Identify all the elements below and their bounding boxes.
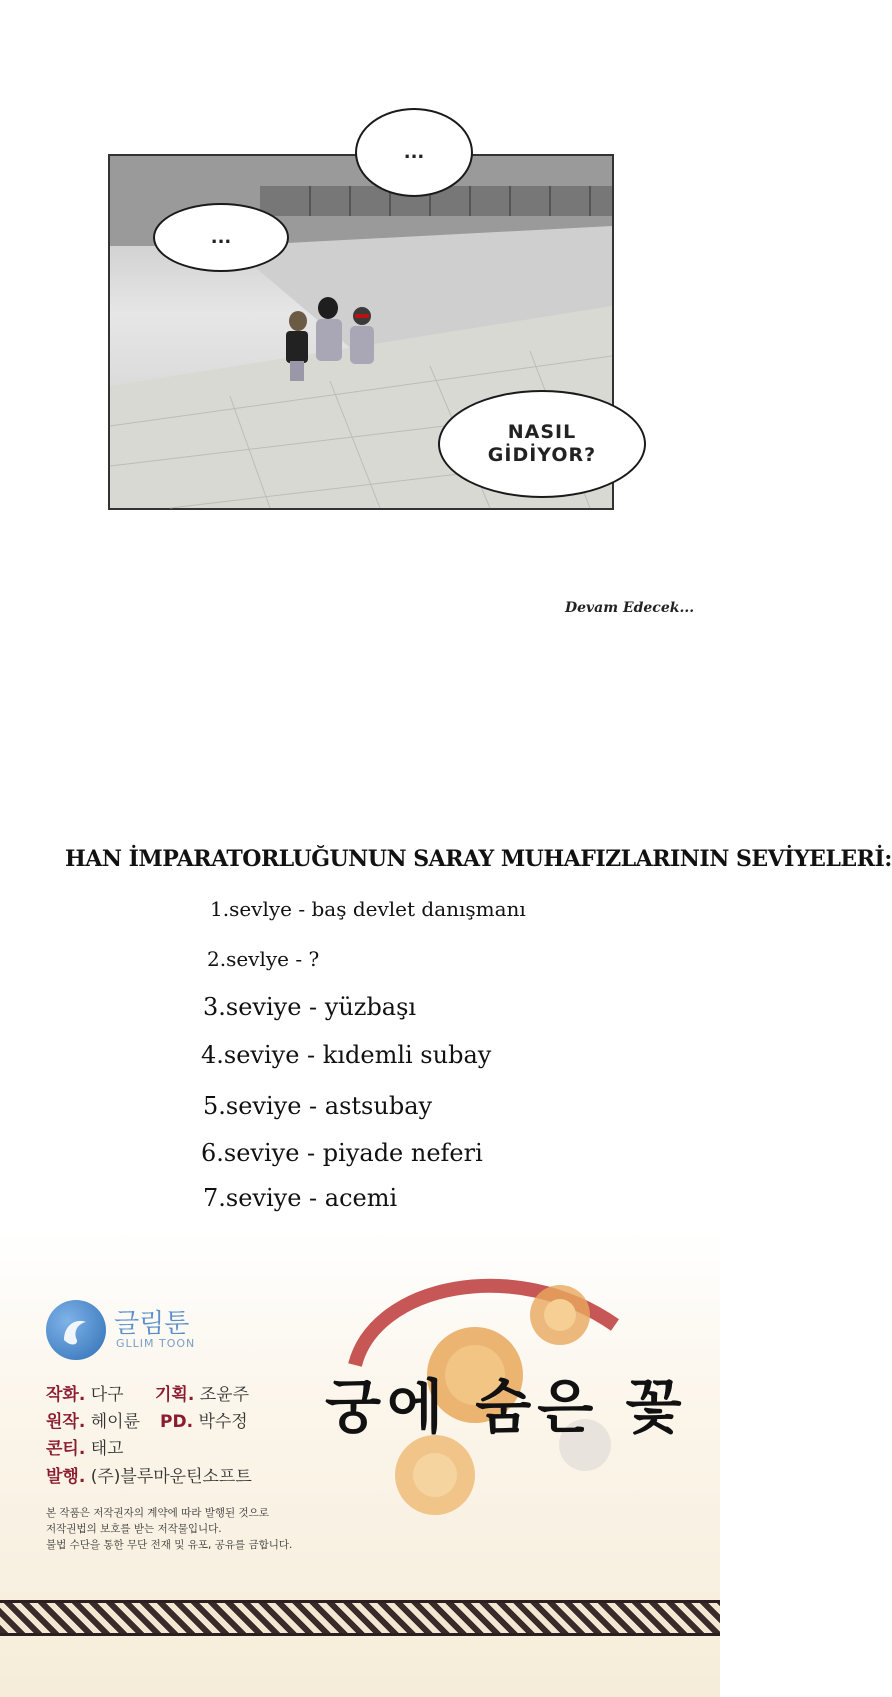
speech-bubble-top: [355, 108, 473, 197]
notice-line: 불법 수단을 통한 무단 전재 및 유포, 공유를 금합니다.: [46, 1539, 293, 1551]
credit-publisher: [46, 1462, 252, 1487]
fox-icon: [46, 1300, 106, 1360]
level-item: 7.seviye - acemi: [203, 1184, 398, 1212]
level-item: 1.sevlye - baş devlet danışmanı: [210, 897, 526, 921]
credit-name: 박수정: [198, 1412, 248, 1432]
bubble-right-text: NASIL GİDİYOR?: [487, 421, 597, 466]
level-item: 3.seviye - yüzbaşı: [203, 993, 417, 1021]
comic-title: 궁에 숨은 꽃: [325, 1373, 688, 1441]
publisher-logo-english: GLLIM TOON: [116, 1337, 196, 1350]
level-item: 4.seviye - kıdemli subay: [201, 1041, 492, 1069]
speech-bubble-left: [153, 203, 289, 272]
credit-role: 콘티.: [46, 1439, 86, 1459]
credit-role: 원작.: [46, 1412, 86, 1432]
decorative-border: [0, 1600, 720, 1636]
credit-name: 조윤주: [199, 1385, 249, 1405]
credit-name: 헤이륜: [90, 1412, 140, 1432]
publisher-logo-icon: [46, 1300, 106, 1360]
bubble-left-text: ...: [210, 226, 232, 248]
credit-role: 작화.: [46, 1385, 86, 1405]
speech-bubble-right: [438, 390, 646, 498]
levels-title: HAN İMPARATORLUĞUNUN SARAY MUHAFIZLARININ SEVİYELERİ:: [65, 846, 892, 872]
level-item: 2.sevlye - ?: [207, 947, 320, 971]
publisher-logo-korean: 글림툰: [114, 1309, 190, 1339]
credit-role: 발행.: [46, 1467, 86, 1487]
credit-original: [46, 1407, 140, 1432]
level-item: 5.seviye - astsubay: [203, 1092, 433, 1120]
credit-artist: [46, 1380, 124, 1405]
notice-line: 본 작품은 저작권자의 계약에 따라 발행된 것으로: [46, 1507, 269, 1519]
credit-role: 기획.: [155, 1385, 195, 1405]
credit-name: (주)블루마운틴소프트: [90, 1467, 252, 1487]
continue-label: Devam Edecek...: [565, 600, 695, 616]
copyright-notice: [46, 1505, 292, 1553]
bubble-top-text: ...: [403, 141, 425, 163]
credit-role: PD.: [160, 1412, 194, 1432]
credit-storyboard: [46, 1434, 124, 1459]
credit-pd: [160, 1407, 248, 1432]
credit-name: 다구: [90, 1385, 124, 1405]
notice-line: 저작권법의 보호를 받는 저작물입니다.: [46, 1523, 222, 1535]
credit-planning: [155, 1380, 249, 1405]
credit-name: 태고: [90, 1439, 124, 1459]
level-item: 6.seviye - piyade neferi: [201, 1139, 483, 1167]
